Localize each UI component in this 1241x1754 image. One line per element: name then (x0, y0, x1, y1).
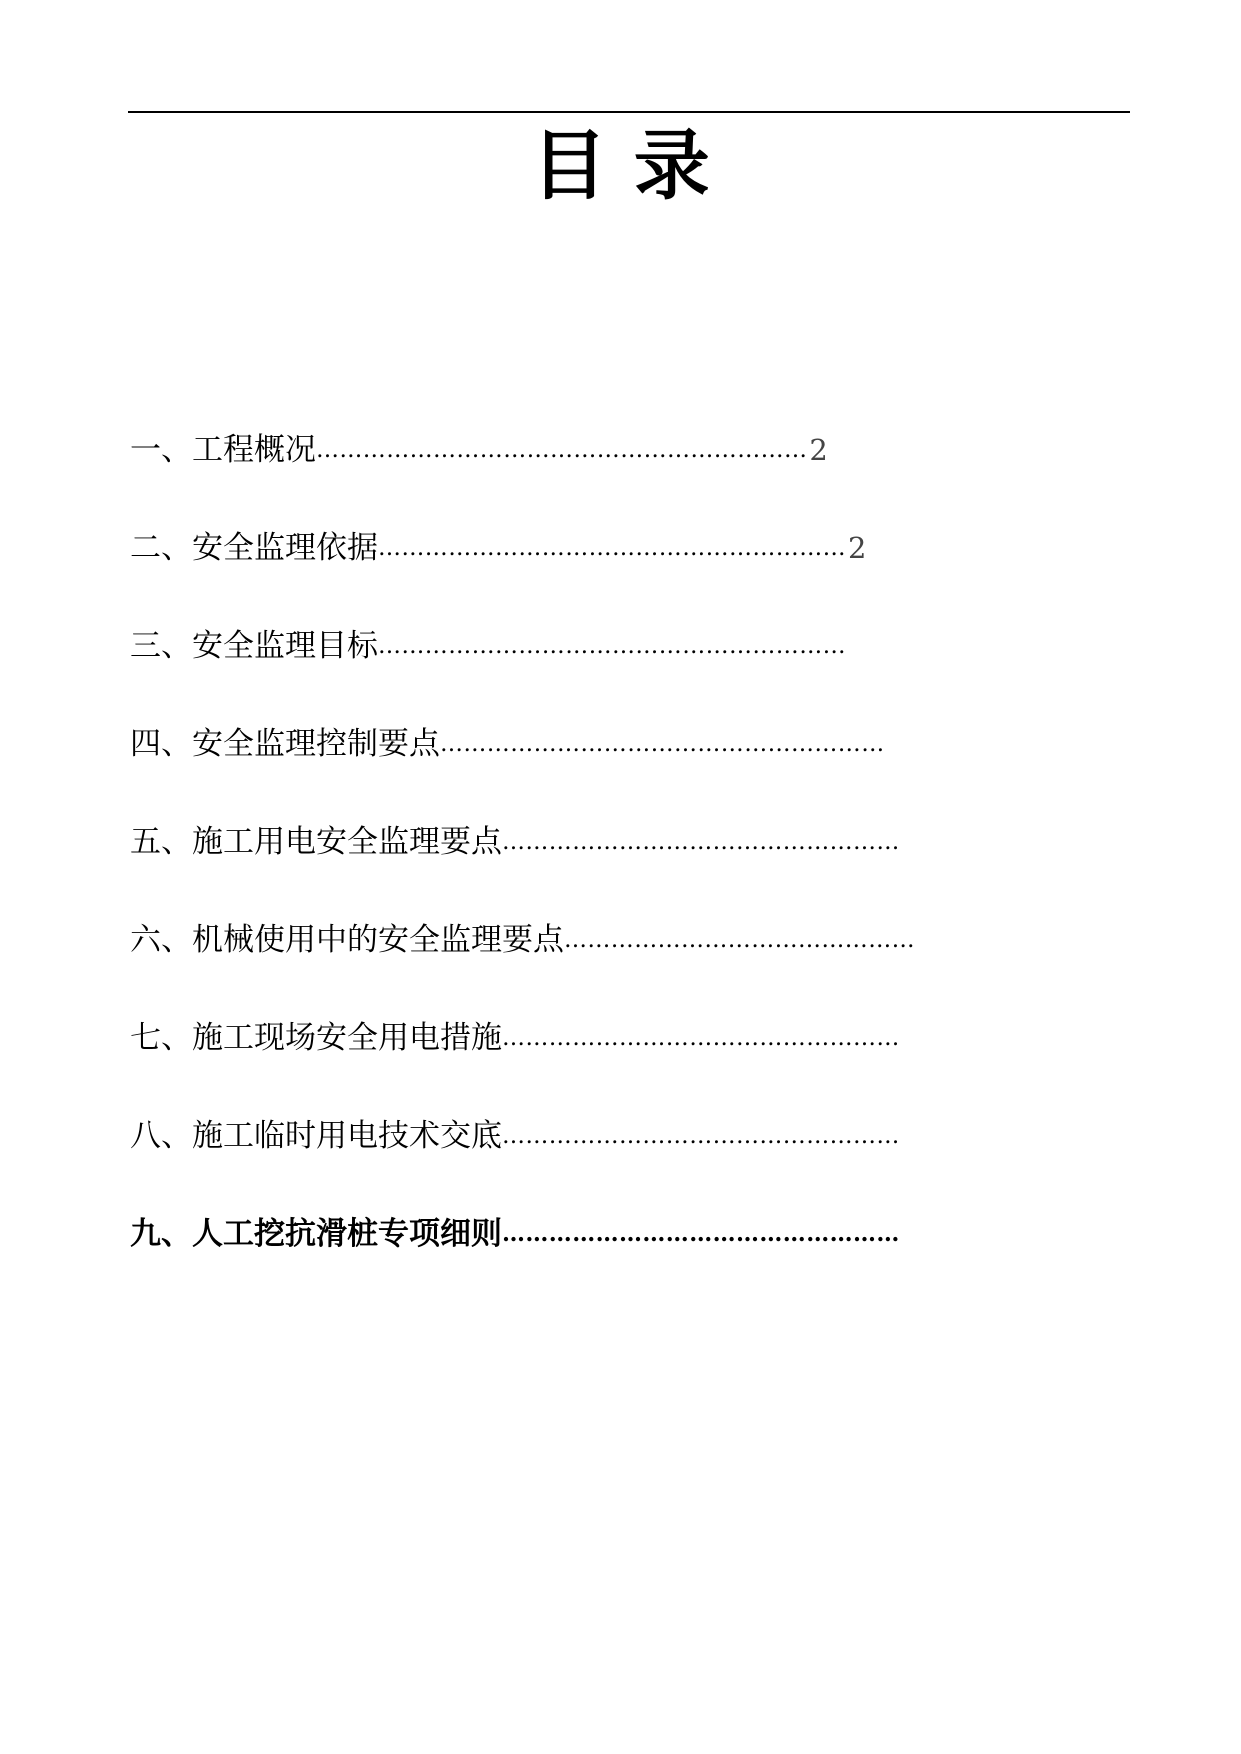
toc-dot-leader: …………………………………………… (502, 1220, 900, 1247)
toc-dot-leader: ……………………………………… (564, 927, 915, 953)
toc-entry-label: 六、机械使用中的安全监理要点 (130, 922, 564, 958)
toc-entry-label: 七、施工现场安全用电措施 (130, 1020, 502, 1056)
toc-entry-7[interactable] (130, 1013, 1090, 1111)
toc-entry-4[interactable] (130, 719, 1090, 817)
toc-dot-leader: …………………………………………… (502, 829, 900, 855)
toc-page-number: 2 (809, 433, 828, 467)
toc-page-number: 2 (848, 531, 867, 565)
toc-dot-leader: …………………………………………… (502, 1123, 900, 1149)
toc-entry-label: 四、安全监理控制要点 (130, 726, 440, 762)
toc-entry-8[interactable] (130, 1111, 1090, 1209)
toc-dot-leader: …………………………………………………… (378, 535, 846, 561)
toc-entry-label: 三、安全监理目标 (130, 628, 378, 664)
toc-entry-label: 八、施工临时用电技术交底 (130, 1118, 502, 1154)
toc-dot-leader: ………………………………………………… (440, 731, 885, 757)
toc-entry-3[interactable] (130, 621, 1090, 719)
toc-entry-6[interactable] (130, 915, 1090, 1013)
toc-entry-5[interactable] (130, 817, 1090, 915)
toc-entry-label: 二、安全监理依据 (130, 530, 378, 566)
toc-dot-leader: …………………………………………… (502, 1025, 900, 1051)
toc-entry-label: 五、施工用电安全监理要点 (130, 824, 502, 860)
table-of-contents (130, 425, 1090, 1307)
header-rule (128, 111, 1130, 113)
toc-entry-2[interactable] (130, 523, 1090, 621)
toc-entry-9[interactable] (130, 1209, 1090, 1307)
toc-entry-label: 一、工程概况 (130, 432, 316, 468)
toc-dot-leader: ……………………………………………………… (316, 437, 808, 463)
toc-entry-1[interactable] (130, 425, 1090, 523)
toc-entry-label: 九、人工挖抗滑桩专项细则 (130, 1216, 502, 1252)
toc-dot-leader: …………………………………………………… (378, 633, 846, 659)
page-title: 目 录 (531, 121, 710, 210)
